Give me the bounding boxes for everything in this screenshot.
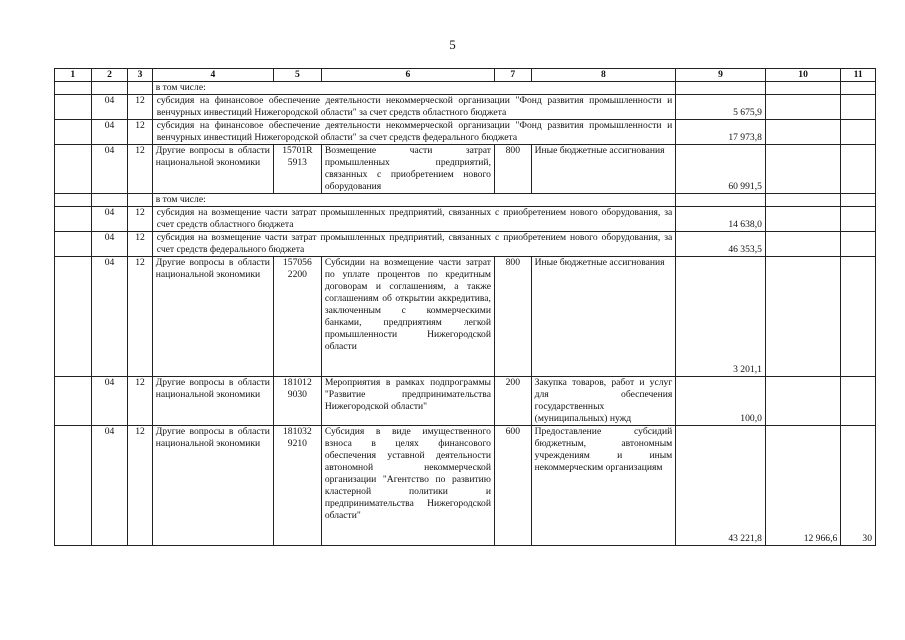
expense-description: Мероприятия в рамках подпрограммы "Развитие предпринимательства Нижегородской области" xyxy=(321,377,494,426)
table-row xyxy=(55,145,876,194)
subtotal-label: в том числе: xyxy=(152,194,676,207)
subsection-code: 12 xyxy=(128,426,152,546)
header-row xyxy=(55,69,876,82)
amount-col11 xyxy=(841,207,876,232)
category-name: Другие вопросы в области национальной экономики xyxy=(152,145,273,194)
table-row xyxy=(55,207,876,232)
amount-col10 xyxy=(765,120,840,145)
target-code: 181012 9030 xyxy=(273,377,321,426)
subsection-code: 12 xyxy=(128,95,152,120)
subsection-code: 12 xyxy=(128,207,152,232)
col-header-5: 5 xyxy=(273,69,321,82)
subsidy-description: субсидия на возмещение части затрат промышленных предприятий, связанных с приобретением нового оборудования, за счет средств областного бюджета xyxy=(152,207,676,232)
section-code: 04 xyxy=(91,95,128,120)
empty-cell xyxy=(765,194,840,207)
subsidy-description: субсидия на финансовое обеспечение деятельности некоммерческой организации "Фонд развития промышленности и венчурных инвестиций Нижегородской области" за счет средств областного бюджета xyxy=(152,95,676,120)
empty-cell xyxy=(91,194,128,207)
empty-cell xyxy=(55,377,92,426)
empty-cell xyxy=(676,194,766,207)
table-row xyxy=(55,120,876,145)
section-code: 04 xyxy=(91,120,128,145)
empty-cell xyxy=(841,82,876,95)
subsection-code: 12 xyxy=(128,377,152,426)
amount-col11 xyxy=(841,232,876,257)
amount-col9: 17 973,8 xyxy=(676,120,766,145)
expense-description: Возмещение части затрат промышленных предприятий, связанных с приобретением нового оборудования xyxy=(321,145,494,194)
table-row xyxy=(55,194,876,207)
amount-col9: 46 353,5 xyxy=(676,232,766,257)
budget-table xyxy=(54,68,876,546)
empty-cell xyxy=(55,257,92,377)
amount-col10 xyxy=(765,257,840,377)
expense-type-name: Закупка товаров, работ и услуг для обеспечения государственных (муниципальных) нужд xyxy=(531,377,676,426)
amount-col9: 3 201,1 xyxy=(676,257,766,377)
subsidy-description: субсидия на возмещение части затрат промышленных предприятий, связанных с приобретением нового оборудования, за счет средств федерального бюджета xyxy=(152,232,676,257)
amount-col10 xyxy=(765,95,840,120)
expense-type-name: Предоставление субсидий бюджетным, автономным учреждениям и иным некоммерческим организациям xyxy=(531,426,676,546)
expense-type-name: Иные бюджетные ассигнования xyxy=(531,257,676,377)
subsidy-description: субсидия на финансовое обеспечение деятельности некоммерческой организации "Фонд развития промышленности и венчурных инвестиций Нижегородской области" за счет средств федерального бюджета xyxy=(152,120,676,145)
expense-description: Субсидии на возмещение части затрат по уплате процентов по кредитным договорам и соглашениям, а также соглашениям об открытии аккредитива, заключенным с коммерческими банками, предприятиям легкой промышленности Нижегородской области xyxy=(321,257,494,377)
expense-type-code: 200 xyxy=(494,377,531,426)
target-code: 181032 9210 xyxy=(273,426,321,546)
expense-description: Субсидия в виде имущественного взноса в целях финансового обеспечения уставной деятельности автономной некоммерческой организации "Агентство по развитию кластерной политики и предпринимательства Нижегородской области" xyxy=(321,426,494,546)
empty-cell xyxy=(91,82,128,95)
section-code: 04 xyxy=(91,257,128,377)
table-row xyxy=(55,82,876,95)
amount-col9: 43 221,8 xyxy=(676,426,766,546)
col-header-11: 11 xyxy=(841,69,876,82)
amount-col10 xyxy=(765,377,840,426)
amount-col9: 100,0 xyxy=(676,377,766,426)
col-header-1: 1 xyxy=(55,69,92,82)
subtotal-label: в том числе: xyxy=(152,82,676,95)
col-header-4: 4 xyxy=(152,69,273,82)
amount-col11 xyxy=(841,95,876,120)
col-header-8: 8 xyxy=(531,69,676,82)
amount-col10 xyxy=(765,207,840,232)
subsection-code: 12 xyxy=(128,257,152,377)
empty-cell xyxy=(55,82,92,95)
category-name: Другие вопросы в области национальной экономики xyxy=(152,377,273,426)
amount-col9: 14 638,0 xyxy=(676,207,766,232)
col-header-6: 6 xyxy=(321,69,494,82)
empty-cell xyxy=(55,120,92,145)
col-header-3: 3 xyxy=(128,69,152,82)
target-code: 15701R 5913 xyxy=(273,145,321,194)
empty-cell xyxy=(55,207,92,232)
section-code: 04 xyxy=(91,426,128,546)
col-header-7: 7 xyxy=(494,69,531,82)
page-number: 5 xyxy=(449,37,456,52)
amount-col11 xyxy=(841,120,876,145)
section-code: 04 xyxy=(91,232,128,257)
col-header-2: 2 xyxy=(91,69,128,82)
table-row xyxy=(55,257,876,377)
empty-cell xyxy=(128,82,152,95)
col-header-9: 9 xyxy=(676,69,766,82)
empty-cell xyxy=(55,194,92,207)
amount-col11: 30 xyxy=(841,426,876,546)
empty-cell xyxy=(765,82,840,95)
amount-col11 xyxy=(841,145,876,194)
expense-type-name: Иные бюджетные ассигнования xyxy=(531,145,676,194)
amount-col10 xyxy=(765,145,840,194)
empty-cell xyxy=(841,194,876,207)
subsection-code: 12 xyxy=(128,145,152,194)
table-row xyxy=(55,377,876,426)
amount-col11 xyxy=(841,377,876,426)
amount-col10 xyxy=(765,232,840,257)
empty-cell xyxy=(55,232,92,257)
table-row xyxy=(55,95,876,120)
target-code: 157056 2200 xyxy=(273,257,321,377)
table-row xyxy=(55,426,876,546)
expense-type-code: 800 xyxy=(494,145,531,194)
section-code: 04 xyxy=(91,377,128,426)
empty-cell xyxy=(55,145,92,194)
expense-type-code: 600 xyxy=(494,426,531,546)
empty-cell xyxy=(676,82,766,95)
amount-col9: 5 675,9 xyxy=(676,95,766,120)
table-row xyxy=(55,232,876,257)
amount-col10: 12 966,6 xyxy=(765,426,840,546)
empty-cell xyxy=(55,95,92,120)
empty-cell xyxy=(128,194,152,207)
subsection-code: 12 xyxy=(128,120,152,145)
empty-cell xyxy=(55,426,92,546)
section-code: 04 xyxy=(91,207,128,232)
subsection-code: 12 xyxy=(128,232,152,257)
amount-col9: 60 991,5 xyxy=(676,145,766,194)
col-header-10: 10 xyxy=(765,69,840,82)
category-name: Другие вопросы в области национальной экономики xyxy=(152,257,273,377)
amount-col11 xyxy=(841,257,876,377)
expense-type-code: 800 xyxy=(494,257,531,377)
category-name: Другие вопросы в области национальной экономики xyxy=(152,426,273,546)
section-code: 04 xyxy=(91,145,128,194)
